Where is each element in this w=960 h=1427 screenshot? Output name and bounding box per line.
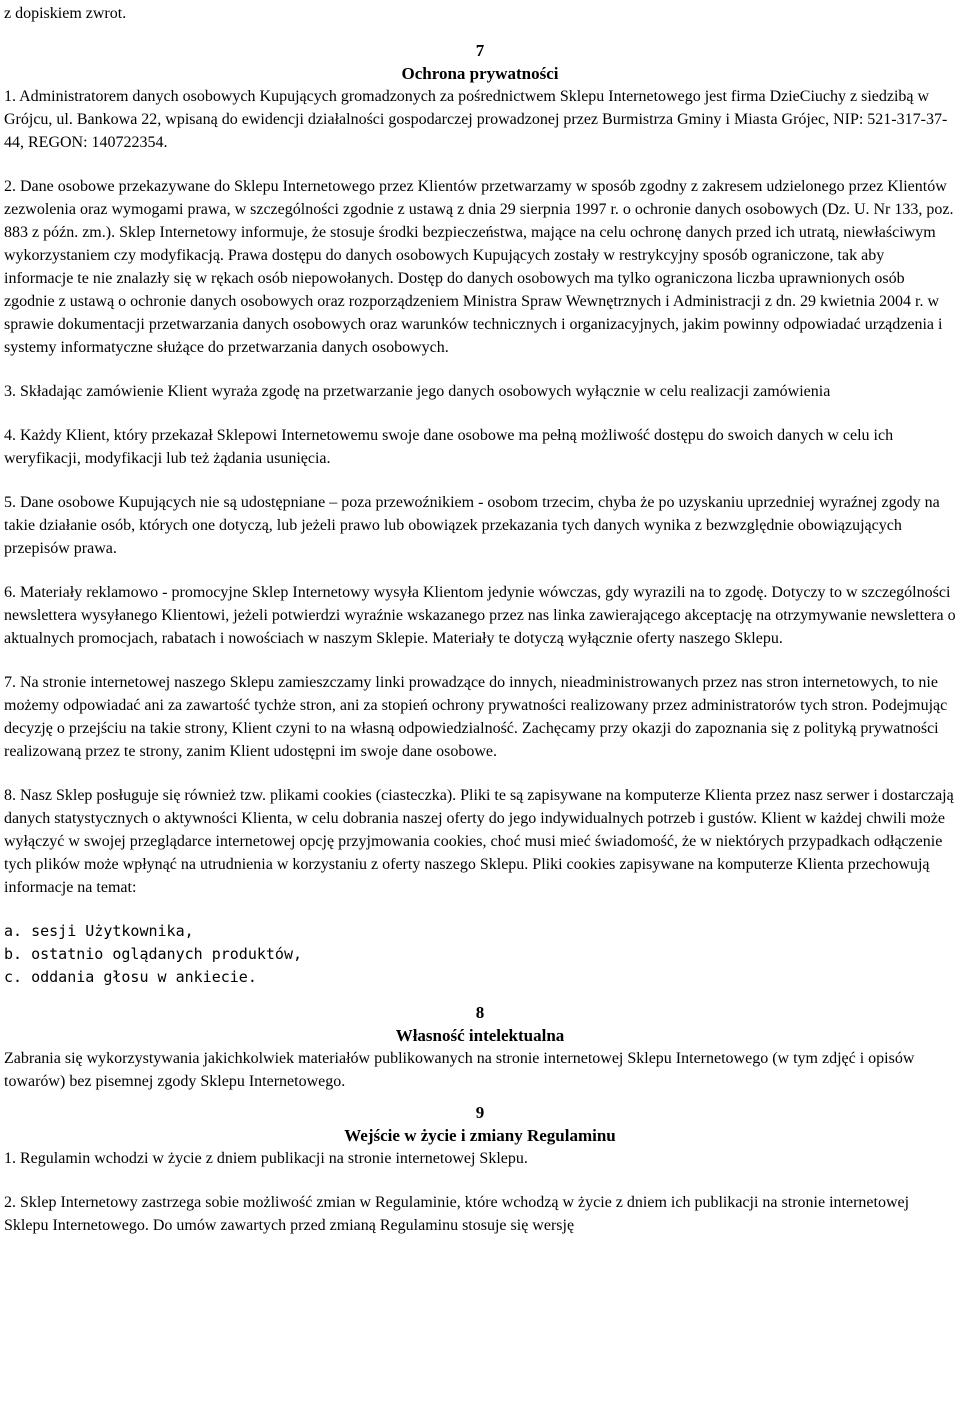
list-item: c. oddania głosu w ankiecie. (4, 968, 257, 986)
section-8-heading (4, 1001, 956, 1047)
paragraph-7-6: 6. Materiały reklamowo - promocyjne Sklep Internetowy wysyła Klientom jedynie wówczas, gdy wyrazili na to zgodę. Dotyczy to w szczególności newslettera wysyłanego Klientowi, jeżeli potwierdzi wyraźnie wskazanego przez nas linka zawierającego akceptację na otrzymywanie newslettera o aktualnych promocjach, rabatach i nowościach w naszym Sklepie. Materiały te dotyczą wyłącznie oferty naszego Sklepu. (4, 584, 956, 647)
intro-text: z dopiskiem zwrot. (4, 5, 127, 22)
document-page (0, 2, 960, 1237)
paragraph-7-5: 5. Dane osobowe Kupujących nie są udostępniane – poza przewoźnikiem - osobom trzecim, chyba że po uzyskaniu uprzedniej wyraźnej zgody na takie działanie osób, których one dotyczą, lub jeżeli prawo lub obowiązek przekazania tych danych wynika z bezwzględnie obowiązujących przepisów prawa. (4, 494, 940, 557)
section-9-heading (4, 1101, 956, 1147)
section-title: Własność intelektualna (395, 1026, 565, 1045)
paragraph-9-1: 1. Regulamin wchodzi w życie z dniem publikacji na stronie internetowej Sklepu. (4, 1150, 528, 1167)
paragraph-7-3: 3. Składając zamówienie Klient wyraża zgodę na przetwarzanie jego danych osobowych wyłącznie w celu realizacji zamówienia (4, 383, 831, 400)
paragraph-7-7: 7. Na stronie internetowej naszego Sklepu zamieszczamy linki prowadzące do innych, nieadministrowanych przez nas stron internetowych, to nie możemy odpowiadać ani za zawartość tychże stron, ani za stopień ochrony prywatności realizowany przez administratorów tych stron. Podejmując decyzję o przejściu na takie strony, Klient czyni to na własną odpowiedzialność. Zachęcamy przy okazji do zapoznania się z polityką prywatności realizowaną przez te strony, zanim Klient udostępni im swoje dane osobowe. (4, 674, 948, 760)
list-item: b. ostatnio oglądanych produktów, (4, 945, 303, 963)
list-item: a. sesji Użytkownika, (4, 922, 194, 940)
section-title: Wejście w życie i zmiany Regulaminu (344, 1126, 616, 1145)
paragraph-7-4: 4. Każdy Klient, który przekazał Sklepowi Internetowemu swoje dane osobowe ma pełną możliwość dostępu do swoich danych w celu ich weryfikacji, modyfikacji lub też żądania usunięcia. (4, 427, 894, 467)
paragraph-7-1: 1. Administratorem danych osobowych Kupujących gromadzonych za pośrednictwem Sklepu Internetowego jest firma DzieCiuchy z siedzibą w Grójcu, ul. Bankowa 22, wpisaną do ewidencji działalności gospodarczej prowadzonej przez Burmistrza Gminy i Miasta Grójec, NIP: 521-317-37-44, REGON: 140722354. (4, 88, 948, 151)
section-number: 9 (475, 1103, 485, 1122)
section-7-heading (4, 39, 956, 85)
paragraph-8-1: Zabrania się wykorzystywania jakichkolwiek materiałów publikowanych na stronie internetowej Sklepu Internetowego (w tym zdjęć i opisów towarów) bez pisemnej zgody Sklepu Internetowego. (4, 1050, 915, 1090)
section-number: 7 (475, 41, 485, 60)
cookies-info-list (4, 920, 956, 989)
paragraph-7-2: 2. Dane osobowe przekazywane do Sklepu Internetowego przez Klientów przetwarzamy w sposób zgodny z zakresem udzielonego przez Klientów zezwolenia oraz wymogami prawa, w szczególności zgodnie z ustawą z dnia 29 sierpnia 1997 r. o ochronie danych osobowych (Dz. U. Nr 133, poz. 883 z późn. zm.). Sklep Internetowy informuje, że stosuje środki bezpieczeństwa, mające na celu ochronę danych przed ich utratą, niewłaściwym wykorzystaniem czy modyfikacją. Prawa dostępu do danych osobowych Kupujących zostały w restrykcyjny sposób ograniczone, tak aby informacje te nie znalazły się w rękach osób niepowołanych. Dostęp do danych osobowych ma tylko ograniczona liczba uprawnionych osób zgodnie z ustawą o ochronie danych osobowych oraz rozporządzeniem Ministra Spraw Wewnętrznych i Administracji z dn. 29 kwietnia 2004 r. w sprawie dokumentacji przetwarzania danych osobowych oraz warunków technicznych i organizacyjnych, jakim powinny odpowiadać urządzenia i systemy informatyczne służące do przetwarzania danych osobowych. (4, 178, 954, 356)
section-number: 8 (475, 1003, 485, 1022)
paragraph-9-2: 2. Sklep Internetowy zastrzega sobie możliwość zmian w Regulaminie, które wchodzą w życie z dniem ich publikacji na stronie internetowej Sklepu Internetowego. Do umów zawartych przed zmianą Regulaminu stosuje się wersję (4, 1194, 910, 1234)
section-title: Ochrona prywatności (401, 64, 559, 83)
paragraph-7-8: 8. Nasz Sklep posługuje się również tzw. plikami cookies (ciasteczka). Pliki te są zapisywane na komputerze Klienta przez nasz serwer i dostarczają danych statystycznych o aktywności Klienta, w celu dobrania naszej oferty do jego indywidualnych potrzeb i gustów. Klient w każdej chwili może wyłączyć w swojej przeglądarce internetowej opcję przyjmowania cookies, choć musi mieć świadomość, że w niektórych przypadkach odłączenie tych plików może wpłynąć na utrudnienia w korzystaniu z oferty naszego Sklepu. Pliki cookies zapisywane na komputerze Klienta przechowują informacje na temat: (4, 787, 954, 896)
